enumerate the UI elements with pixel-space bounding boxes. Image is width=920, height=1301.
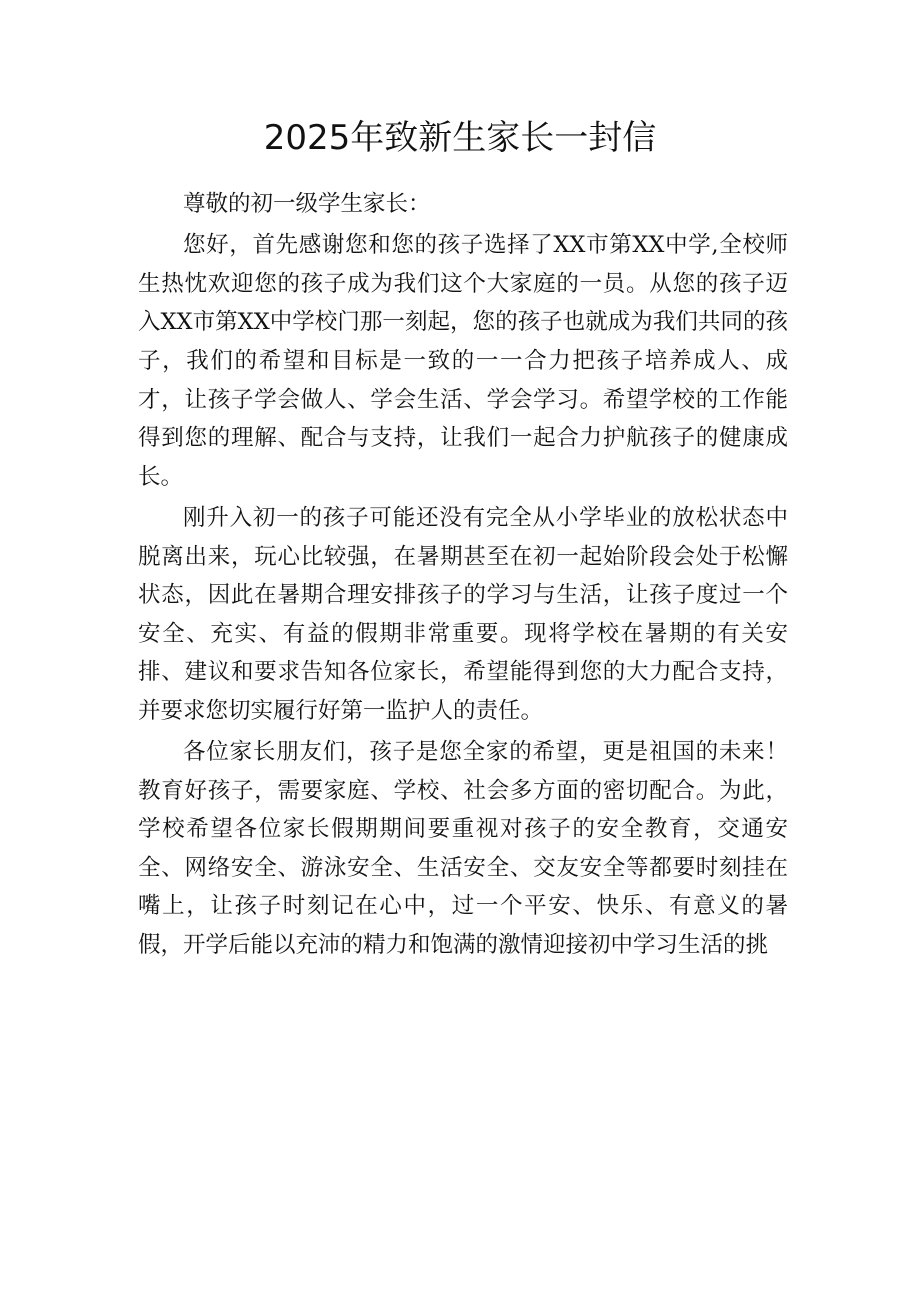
paragraph-2: 刚升入初一的孩子可能还没有完全从小学毕业的放松状态中脱离出来，玩心比较强，在暑期甚至在初一起始阶段会处于松懈状态，因此在暑期合理安排孩子的学习与生活，让孩子度过一个安全、充实、有益的假期非常重要。现将学校在暑期的有关安排、建议和要求告知各位家长，希望能得到您的大力配合支持，并要求您切实履行好第一监护人的责任。: [138, 504, 788, 724]
salutation: 尊敬的初一级学生家长：: [183, 191, 431, 217]
paragraph-3: 各位家长朋友们，孩子是您全家的希望，更是祖国的未来！教育好孩子，需要家庭、学校、社会多方面的密切配合。为此，学校希望各位家长假期期间要重视对孩子的安全教育，交通安全、网络安全、游泳安全、生活安全、交友安全等都要时刻挂在嘴上，让孩子时刻记在心中，过一个平安、快乐、有意义的暑假，开学后能以充沛的精力和饱满的激情迎接初中学习生活的挑: [138, 739, 788, 959]
letter-body: [138, 185, 788, 965]
document-title: 2025年致新生家长一封信: [263, 118, 657, 158]
paragraph-1: 您好，首先感谢您和您的孩子选择了XX市第XX中学,全校师生热忱欢迎您的孩子成为我们这个大家庭的一员。从您的孩子迈入XX市第XX中学校门那一刻起，您的孩子也就成为我们共同的孩子，我们的希望和目标是一致的一一合力把孩子培养成人、成才，让孩子学会做人、学会生活、学会学习。希望学校的工作能得到您的理解、配合与支持，让我们一起合力护航孩子的健康成长。: [138, 232, 788, 490]
